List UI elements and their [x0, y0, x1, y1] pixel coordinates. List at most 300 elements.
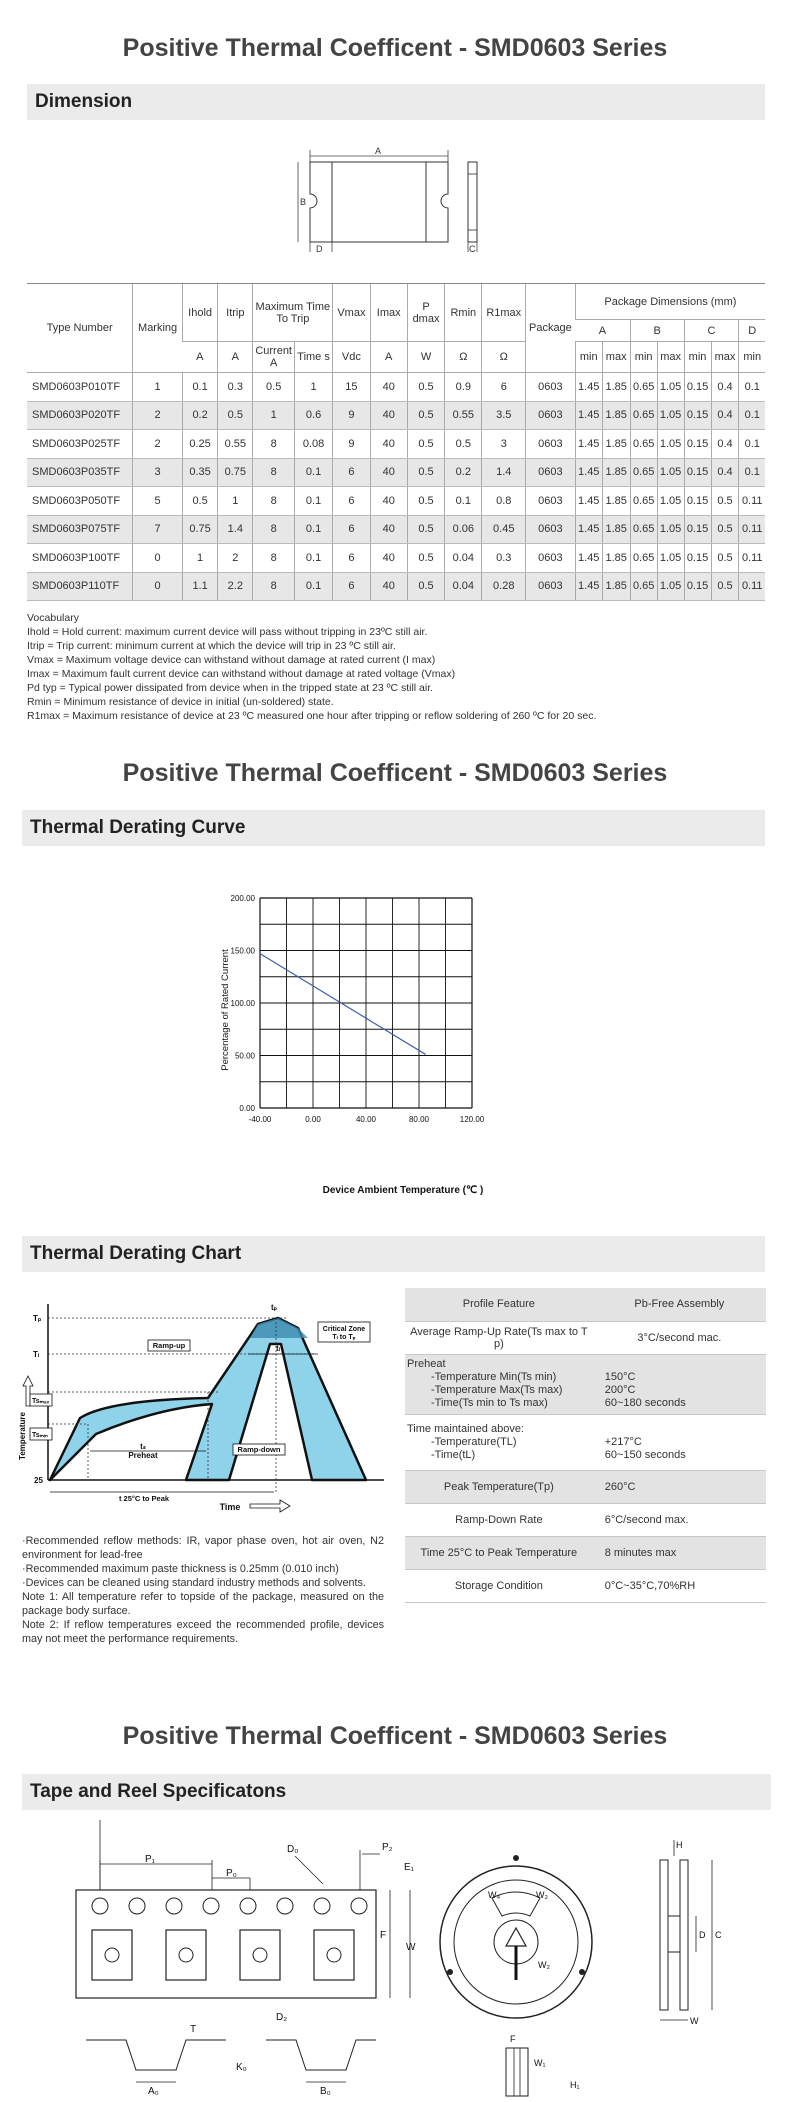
table-cell: 8 [253, 458, 294, 487]
sprocket-hole [240, 1898, 256, 1914]
unit-r1max: Ω [482, 342, 526, 373]
table-cell: 8 [253, 572, 294, 601]
sprocket-hole [92, 1898, 108, 1914]
unit-c-min: min [684, 342, 711, 373]
header-ihold: Ihold [182, 284, 217, 342]
sprocket-hole [277, 1898, 293, 1914]
type-number-cell: SMD0603P025TF [27, 430, 133, 459]
sprocket-hole [203, 1898, 219, 1914]
sprocket-hole [351, 1898, 367, 1914]
table-cell: 6 [333, 458, 370, 487]
reel-label-h1: H₁ [570, 2080, 580, 2090]
profile-preheat-value: 150°C [604, 1371, 636, 1383]
table-cell: 40 [370, 487, 407, 516]
table-cell: 2 [218, 544, 253, 573]
table-cell: 0.5 [253, 373, 294, 402]
table-cell: 0603 [526, 487, 576, 516]
profile-preheat-item: -Time(Ts min to Ts max) [431, 1397, 548, 1409]
header-pkg-dims: Package Dimensions (mm) [575, 284, 765, 320]
profile-ramp-up-feature: Average Ramp-Up Rate(Ts max to T p) [405, 1321, 593, 1354]
table-cell: 2 [133, 430, 183, 459]
header-pdmax: P dmax [407, 284, 444, 342]
table-cell: 3 [133, 458, 183, 487]
table-cell: 0.8 [482, 487, 526, 516]
table-cell: 0.5 [445, 430, 482, 459]
type-number-cell: SMD0603P100TF [27, 544, 133, 573]
profile-table [405, 1288, 766, 1603]
header-dim-b: B [630, 320, 684, 342]
tape-label-e1: E₁ [404, 1862, 415, 1873]
header-marking: Marking [133, 284, 183, 373]
table-cell: 15 [333, 373, 370, 402]
table-cell: 0.15 [684, 487, 711, 516]
table-cell: 40 [370, 373, 407, 402]
side-label-w: W [690, 2016, 699, 2026]
table-cell: 1 [294, 373, 332, 402]
chart-y-tick-label: 50.00 [234, 1051, 255, 1061]
vocab-line: Imax = Maximum fault current device can withstand without damage at rated voltage (Vmax) [27, 668, 456, 680]
table-cell: 0.1 [445, 487, 482, 516]
unit-time: Time s [294, 342, 332, 373]
table-cell: 0.15 [684, 458, 711, 487]
reflow-label-ts: tₛ [140, 1442, 146, 1451]
unit-rmin: Ω [445, 342, 482, 373]
table-cell: 1.85 [602, 458, 630, 487]
table-row [27, 515, 765, 544]
vocab-line: Pd typ = Typical power dissipated from device when in the tripped state at 23 ºC still air. [27, 682, 434, 694]
page-title: Positive Thermal Coefficent - SMD0603 Series [122, 1722, 668, 1750]
profile-preheat-item: -Temperature Min(Ts min) [431, 1371, 557, 1383]
table-cell: 6 [333, 515, 370, 544]
table-cell: 40 [370, 458, 407, 487]
table-cell: 0.1 [739, 373, 765, 402]
vocab-line: R1max = Maximum resistance of device at 23 ºC measured one hour after tripping or reflow soldering of 260 ºC for 20 sec. [27, 710, 597, 722]
tape-label-b0: B₀ [320, 2086, 331, 2097]
dimension-drawing [290, 144, 490, 259]
note-line: Note 1: All temperature refer to topside of the package, measured on the package body surface. [22, 1591, 384, 1617]
header-dim-c: C [684, 320, 739, 342]
table-row [27, 458, 765, 487]
tape-reel-drawing [40, 1820, 770, 2100]
chart-x-tick-label: 0.00 [305, 1115, 321, 1124]
header-imax: Imax [370, 284, 407, 342]
profile-storage-value: 0°C~35°C,70%RH [593, 1569, 766, 1602]
table-cell: 0.65 [630, 487, 657, 516]
table-cell: 1.85 [602, 430, 630, 459]
pocket-hole [105, 1948, 119, 1962]
type-number-cell: SMD0603P035TF [27, 458, 133, 487]
table-cell: 8 [253, 430, 294, 459]
page-title: Positive Thermal Coefficent - SMD0603 Series [122, 759, 668, 787]
table-cell: 0.5 [711, 572, 739, 601]
table-cell: 0.04 [445, 544, 482, 573]
reflow-notes [22, 1534, 384, 1646]
chart-x-label: Device Ambient Temperature (℃ ) [322, 1185, 484, 1196]
table-cell: 0.65 [630, 401, 657, 430]
table-cell: 0.5 [407, 401, 444, 430]
table-cell: 0.1 [294, 544, 332, 573]
table-cell: 0.11 [739, 572, 765, 601]
table-cell: 0.5 [407, 487, 444, 516]
table-cell: 1 [218, 487, 253, 516]
tape-label-d2: D₂ [276, 2012, 288, 2023]
reflow-label-tl: Tₗ [33, 1350, 40, 1359]
table-cell: 0.11 [739, 544, 765, 573]
table-cell: 0.5 [182, 487, 217, 516]
unit-c-max: max [711, 342, 739, 373]
table-row [27, 401, 765, 430]
table-cell: 1.45 [575, 458, 602, 487]
table-cell: 1.4 [218, 515, 253, 544]
table-cell: 0.08 [294, 430, 332, 459]
table-cell: 1.85 [602, 373, 630, 402]
reel-label-w2: W₂ [536, 1890, 548, 1900]
section-bar-derating-chart: Thermal Derating Chart [22, 1236, 765, 1272]
table-row [27, 430, 765, 459]
note-line: Note 2: If reflow temperatures exceed the recommended profile, devices may not meet the performance requirements. [22, 1619, 384, 1645]
type-number-cell: SMD0603P010TF [27, 373, 133, 402]
tape-label-w: W [406, 1942, 416, 1953]
table-cell: 2.2 [218, 572, 253, 601]
profile-preheat-label: Preheat [407, 1358, 446, 1370]
table-cell: 1.4 [482, 458, 526, 487]
profile-storage-feature: Storage Condition [405, 1569, 593, 1602]
reel-label-w2b: W₂ [538, 1960, 550, 1970]
side-label-h: H [676, 1840, 683, 1850]
chart-series-line [260, 954, 426, 1055]
spec-table [27, 283, 765, 601]
header-dim-a: A [575, 320, 630, 342]
table-cell: 9 [333, 401, 370, 430]
section-bar-tape-reel: Tape and Reel Specificatons [22, 1774, 771, 1810]
note-line: ·Recommended maximum paste thickness is 0.25mm (0.010 inch) [22, 1563, 339, 1575]
table-cell: 0.11 [739, 487, 765, 516]
profile-ramp-down-feature: Ramp-Down Rate [405, 1503, 593, 1536]
table-cell: 0.06 [445, 515, 482, 544]
unit-vmax: Vdc [333, 342, 370, 373]
profile-time-above-item: -Temperature(TL) [431, 1435, 517, 1448]
side-label-d: D [699, 1930, 706, 1940]
table-cell: 0.65 [630, 544, 657, 573]
table-cell: 0.1 [294, 515, 332, 544]
tape-label-f: F [380, 1930, 387, 1941]
unit-d-min: min [739, 342, 765, 373]
table-cell: 0.1 [294, 458, 332, 487]
reflow-label-25: 25 [34, 1476, 43, 1485]
table-cell: 1.45 [575, 544, 602, 573]
reflow-label-tsmin: Tsₘᵢₙ [32, 1432, 48, 1439]
header-vmax: Vmax [333, 284, 370, 342]
table-cell: 0.15 [684, 572, 711, 601]
profile-header-feature: Profile Feature [405, 1288, 593, 1321]
table-cell: 0603 [526, 544, 576, 573]
table-cell: 1.45 [575, 487, 602, 516]
unit-pdmax: W [407, 342, 444, 373]
table-cell: 0.15 [684, 515, 711, 544]
pocket-hole [179, 1948, 193, 1962]
header-rmin: Rmin [445, 284, 482, 342]
table-cell: 0.1 [182, 373, 217, 402]
side-label-c: C [715, 1930, 722, 1940]
reflow-label-ramp-down: Ramp-down [237, 1445, 281, 1454]
chart-y-tick-label: 100.00 [230, 999, 255, 1008]
reflow-label-tp-time: tₚ [271, 1303, 278, 1312]
table-cell: 1.85 [602, 487, 630, 516]
reel-label-w4: W₄ [488, 1890, 501, 1900]
profile-time-above-item: -Time(tL) [431, 1448, 476, 1461]
table-cell: 0.75 [182, 515, 217, 544]
chart-x-tick-label: 80.00 [408, 1115, 430, 1124]
dim-label-c: C [469, 244, 476, 254]
profile-header-assembly: Pb-Free Assembly [593, 1288, 766, 1321]
table-cell: 0.15 [684, 373, 711, 402]
chart-x-tick-label: 40.00 [355, 1115, 377, 1124]
header-dim-d: D [739, 320, 765, 342]
reflow-label-critical-zone-2: Tₗ to Tₚ [332, 1334, 356, 1341]
unit-b-min: min [630, 342, 657, 373]
table-cell: 0.5 [711, 515, 739, 544]
reflow-label-25-to-peak: t 25°C to Peak [118, 1494, 170, 1503]
table-cell: 0603 [526, 373, 576, 402]
table-cell: 8 [253, 544, 294, 573]
reflow-label-time: Time [219, 1502, 241, 1512]
unit-ihold: A [182, 342, 217, 373]
profile-time25-feature: Time 25°C to Peak Temperature [405, 1536, 593, 1569]
type-number-cell: SMD0603P050TF [27, 487, 133, 516]
table-cell: 0 [133, 572, 183, 601]
table-cell: 1.45 [575, 430, 602, 459]
reflow-label-tsmax: Tsₘₐₓ [32, 1398, 50, 1405]
profile-ramp-down-value: 6°C/second max. [593, 1503, 766, 1536]
table-cell: 40 [370, 515, 407, 544]
table-cell: 0.5 [407, 515, 444, 544]
table-cell: 0.5 [407, 572, 444, 601]
chart-x-tick-label: 120.00 [459, 1115, 485, 1124]
reflow-label-temperature: Temperature [18, 1412, 27, 1460]
header-type-number: Type Number [27, 284, 133, 373]
unit-imax: A [370, 342, 407, 373]
table-cell: 1.05 [657, 458, 684, 487]
table-cell: 1.85 [602, 572, 630, 601]
profile-preheat-item: -Temperature Max(Ts max) [431, 1384, 563, 1396]
table-cell: 0.25 [182, 430, 217, 459]
table-cell: 1.05 [657, 544, 684, 573]
profile-peak-value: 260°C [593, 1470, 766, 1503]
table-cell: 1.05 [657, 373, 684, 402]
table-cell: 1.05 [657, 515, 684, 544]
type-number-cell: SMD0603P110TF [27, 572, 133, 601]
table-cell: 0.15 [684, 401, 711, 430]
profile-time-above-value: +217°C [604, 1435, 642, 1448]
table-cell: 5 [133, 487, 183, 516]
tape-label-k0: K₀ [236, 2062, 247, 2073]
vocabulary [27, 611, 596, 723]
table-cell: 0603 [526, 515, 576, 544]
table-cell: 0.35 [182, 458, 217, 487]
table-cell: 0.6 [294, 401, 332, 430]
table-cell: 0.04 [445, 572, 482, 601]
table-cell: 0.1 [739, 458, 765, 487]
reel-label-f: F [510, 2034, 516, 2044]
table-cell: 0.1 [294, 487, 332, 516]
table-cell: 0.2 [445, 458, 482, 487]
reflow-label-ramp-up: Ramp-up [152, 1341, 186, 1350]
note-line: ·Recommended reflow methods: IR, vapor phase oven, hot air oven, N2 environment for lead-free [22, 1535, 384, 1561]
table-cell: 0.5 [407, 430, 444, 459]
table-cell: 0.11 [739, 515, 765, 544]
table-cell: 0.65 [630, 572, 657, 601]
reflow-profile-diagram [18, 1296, 390, 1516]
table-row [27, 544, 765, 573]
table-cell: 0603 [526, 458, 576, 487]
table-cell: 0.55 [445, 401, 482, 430]
table-cell: 0 [133, 544, 183, 573]
tape-label-p1: P₁ [145, 1854, 156, 1865]
table-cell: 3.5 [482, 401, 526, 430]
table-cell: 1 [133, 373, 183, 402]
chart-y-tick-label: 0.00 [239, 1104, 255, 1113]
table-cell: 6 [482, 373, 526, 402]
table-cell: 6 [333, 487, 370, 516]
sprocket-hole [314, 1898, 330, 1914]
header-itrip: Itrip [218, 284, 253, 342]
header-r1max: R1max [482, 284, 526, 342]
table-cell: 1 [182, 544, 217, 573]
table-cell: 1.45 [575, 572, 602, 601]
table-cell: 2 [133, 401, 183, 430]
table-cell: 1 [253, 401, 294, 430]
derating-curve-chart [210, 860, 590, 1200]
table-cell: 40 [370, 430, 407, 459]
table-cell: 0.5 [407, 373, 444, 402]
type-number-cell: SMD0603P020TF [27, 401, 133, 430]
pocket-hole [327, 1948, 341, 1962]
reel-label-w1: W₁ [534, 2058, 546, 2068]
page-title: Positive Thermal Coefficent - SMD0603 Series [122, 34, 668, 62]
profile-preheat-value: 60~180 seconds [604, 1397, 686, 1409]
chart-y-tick-label: 200.00 [230, 894, 255, 903]
chart-y-label: Percentage of Rated Current [220, 949, 231, 1071]
table-cell: 1.85 [602, 515, 630, 544]
pocket-hole [253, 1948, 267, 1962]
unit-a-min: min [575, 342, 602, 373]
table-cell: 0.65 [630, 430, 657, 459]
table-cell: 7 [133, 515, 183, 544]
tape-label-t: T [190, 2024, 197, 2035]
sprocket-hole [166, 1898, 182, 1914]
table-cell: 6 [333, 572, 370, 601]
table-cell: 0.4 [711, 373, 739, 402]
vocab-line: Ihold = Hold current: maximum current device will pass without tripping in 23ºC still air. [27, 626, 428, 638]
table-cell: 40 [370, 572, 407, 601]
table-cell: 0.75 [218, 458, 253, 487]
tape-label-a0: A₀ [148, 2086, 159, 2097]
table-cell: 0.15 [684, 544, 711, 573]
note-line: ·Devices can be cleaned using standard industry methods and solvents. [22, 1577, 366, 1589]
profile-time-above-value: 60~150 seconds [604, 1448, 686, 1461]
table-cell: 1.1 [182, 572, 217, 601]
table-cell: 0.65 [630, 373, 657, 402]
profile-time25-value: 8 minutes max [593, 1536, 766, 1569]
section-bar-derating-curve: Thermal Derating Curve [22, 810, 765, 846]
table-cell: 0.28 [482, 572, 526, 601]
profile-preheat-value: 200°C [604, 1384, 636, 1396]
sprocket-hole [129, 1898, 145, 1914]
table-cell: 0.2 [182, 401, 217, 430]
table-cell: 1.45 [575, 515, 602, 544]
table-cell: 0.55 [218, 430, 253, 459]
table-cell: 0.5 [711, 544, 739, 573]
table-cell: 0.3 [482, 544, 526, 573]
table-cell: 0.5 [218, 401, 253, 430]
table-cell: 1.85 [602, 401, 630, 430]
table-cell: 0.45 [482, 515, 526, 544]
table-cell: 0.5 [407, 458, 444, 487]
unit-current: Current A [253, 342, 294, 373]
table-cell: 0603 [526, 572, 576, 601]
reflow-label-tl-time: tₗ [276, 1344, 280, 1353]
profile-peak-feature: Peak Temperature(Tp) [405, 1470, 593, 1503]
chart-y-tick-label: 150.00 [230, 946, 255, 956]
table-cell: 1.05 [657, 572, 684, 601]
table-cell: 0.1 [294, 572, 332, 601]
vocab-line: Itrip = Trip current: minimum current at which the device will trip in 23 ºC still air. [27, 640, 396, 652]
table-cell: 1.45 [575, 373, 602, 402]
table-cell: 0.65 [630, 458, 657, 487]
dim-label-b: B [300, 197, 307, 207]
section-bar-dimension: Dimension [27, 84, 765, 120]
tape-label-p2: P₂ [382, 1842, 393, 1853]
table-row [27, 373, 765, 402]
vocab-line: Vmax = Maximum voltage device can withstand without damage at rated current (I max) [27, 654, 436, 666]
table-cell: 40 [370, 401, 407, 430]
table-cell: 0603 [526, 430, 576, 459]
table-row [27, 487, 765, 516]
tape-label-p0: P₀ [226, 1868, 237, 1879]
table-cell: 0.65 [630, 515, 657, 544]
table-cell: 8 [253, 515, 294, 544]
header-max-time: Maximum Time To Trip [253, 284, 333, 342]
table-row [27, 572, 765, 601]
table-cell: 1.05 [657, 487, 684, 516]
table-cell: 1.85 [602, 544, 630, 573]
table-cell: 9 [333, 430, 370, 459]
dim-label-a: A [374, 146, 382, 156]
unit-a-max: max [602, 342, 630, 373]
profile-ramp-up-value: 3°C/second mac. [593, 1321, 766, 1354]
reflow-label-preheat: Preheat [128, 1451, 158, 1460]
table-cell: 0.5 [711, 487, 739, 516]
unit-b-max: max [657, 342, 684, 373]
table-cell: 0.1 [739, 430, 765, 459]
vocab-title: Vocabulary [27, 612, 79, 624]
table-cell: 0.15 [684, 430, 711, 459]
table-cell: 0.4 [711, 401, 739, 430]
table-cell: 40 [370, 544, 407, 573]
chart-x-tick-label: -40.00 [248, 1115, 272, 1124]
table-cell: 1.45 [575, 401, 602, 430]
table-cell: 0.3 [218, 373, 253, 402]
table-cell: 6 [333, 544, 370, 573]
profile-time-above-label: Time maintained above: [407, 1422, 524, 1435]
table-cell: 8 [253, 487, 294, 516]
table-cell: 3 [482, 430, 526, 459]
table-cell: 1.05 [657, 401, 684, 430]
table-cell: 0.4 [711, 430, 739, 459]
table-cell: 0.5 [407, 544, 444, 573]
table-cell: 1.05 [657, 430, 684, 459]
dim-label-d: D [316, 244, 323, 254]
